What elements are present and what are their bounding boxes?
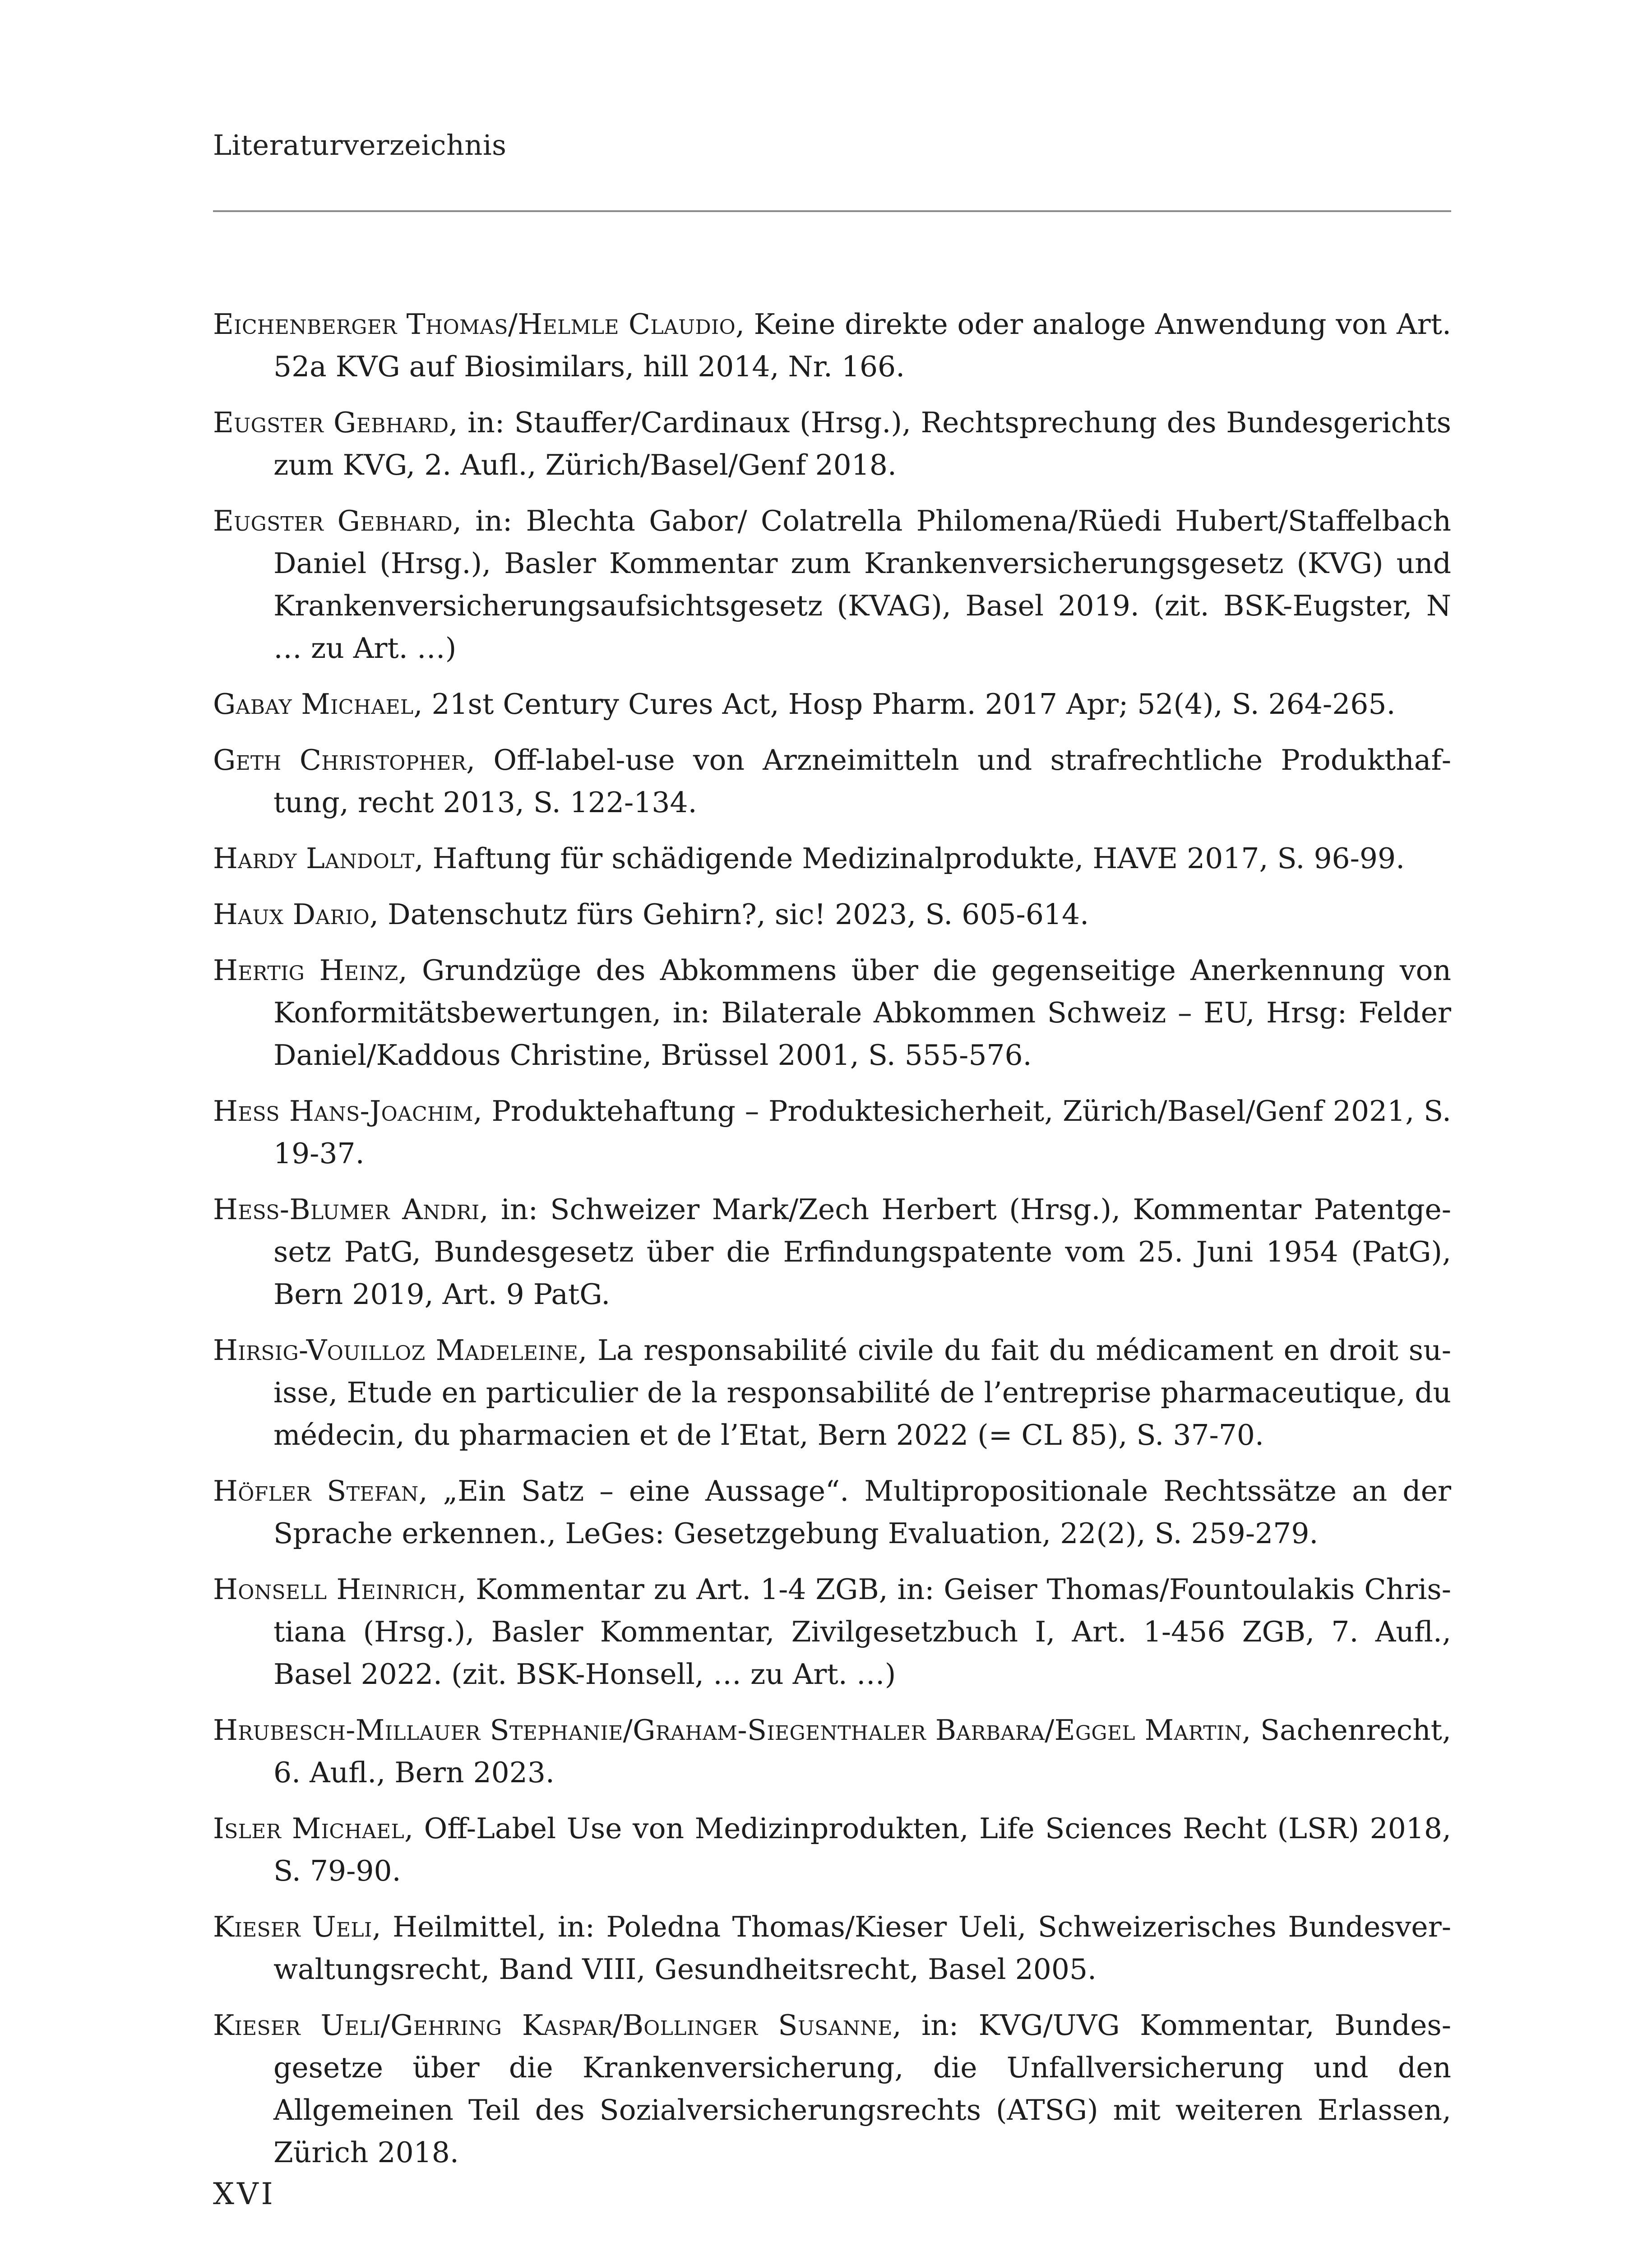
bibliography-entry — [213, 1329, 1451, 1456]
entry-author: Höfler Stefan — [213, 1475, 419, 1507]
page-number: XVI — [213, 2177, 276, 2211]
header-divider — [213, 210, 1451, 212]
entry-text: , Off-label-use von Arzneimitteln und strafrechtliche Produkthaftung, recht 2013, S. 122-134. — [273, 744, 1451, 819]
bibliography-entry — [213, 739, 1451, 824]
entry-text: , Grundzüge des Abkommens über die gegenseitige Anerkennung von Konformitätsbewertungen, in: Bilaterale Abkommen Schweiz – EU, Hrsg: Felder Daniel/Kaddous Christine, Brüssel 2001, S. 555-576. — [273, 954, 1451, 1072]
bibliography-entry — [213, 1470, 1451, 1555]
bibliography-list — [213, 303, 1451, 2187]
entry-text: , La responsabilité civile du fait du médicament en droit suisse, Etude en particulier de la responsabilité de l’entreprise pharmaceutique, du médecin, du pharmacien et de l’Etat, Bern 2022 (= CL 85), S. 37-70. — [273, 1334, 1451, 1452]
bibliography-entry — [213, 837, 1451, 880]
entry-author: Geth Christopher — [213, 744, 467, 777]
entry-author: Haux Dario — [213, 898, 370, 931]
entry-author: Hertig Heinz — [213, 954, 398, 987]
bibliography-entry — [213, 500, 1451, 670]
running-header: Literaturverzeichnis — [213, 129, 507, 162]
entry-text: , „Ein Satz – eine Aussage“. Multipropositionale Rechtssätze an der Sprache erkennen., LeGes: Gesetzgebung Evaluation, 22(2), S. 259-279. — [273, 1475, 1451, 1550]
bibliography-entry — [213, 1709, 1451, 1794]
bibliography-entry — [213, 2004, 1451, 2174]
bibliography-entry — [213, 1188, 1451, 1316]
entry-text: , in: Stauffer/Cardinaux (Hrsg.), Rechtsprechung des Bundesgerichts zum KVG, 2. Aufl., Zürich/Basel/Genf 2018. — [273, 406, 1451, 481]
entry-author: Hess-Blumer Andri — [213, 1193, 480, 1226]
entry-author: Eugster Gebhard — [213, 504, 453, 537]
entry-author: Honsell Heinrich — [213, 1573, 458, 1606]
entry-text: , Kommentar zu Art. 1-4 ZGB, in: Geiser Thomas/Fountoulakis Christiana (Hrsg.), Basler Kommentar, Zivilgesetzbuch I, Art. 1-456 ZGB, 7. Aufl., Basel 2022. (zit. BSK-Honsell, … zu Art. …) — [273, 1573, 1451, 1691]
entry-author: Hardy Landolt — [213, 842, 415, 875]
bibliography-entry — [213, 1808, 1451, 1892]
entry-text: , Sachenrecht, 6. Aufl., Bern 2023. — [273, 1714, 1451, 1789]
entry-text: , 21st Century Cures Act, Hosp Pharm. 2017 Apr; 52(4), S. 264-265. — [413, 688, 1396, 721]
bibliography-entry — [213, 1906, 1451, 1991]
entry-text: , in: Schweizer Mark/Zech Herbert (Hrsg.), Kommentar Patentgesetz PatG, Bundesgesetz über die Erfindungspatente vom 25. Juni 1954 (PatG), Bern 2019, Art. 9 PatG. — [273, 1193, 1451, 1311]
entry-author: Eugster Gebhard — [213, 406, 449, 439]
entry-text: , Keine direkte oder analoge Anwendung von Art. 52a KVG auf Biosimilars, hill 2014, Nr. 166. — [273, 308, 1451, 383]
entry-text: , Produktehaftung – Produktesicherheit, Zürich/Basel/Genf 2021, S. 19-37. — [273, 1095, 1451, 1170]
bibliography-entry — [213, 1090, 1451, 1175]
entry-author: Hirsig-Vouilloz Madeleine — [213, 1334, 578, 1367]
bibliography-entry — [213, 893, 1451, 936]
entry-author: Isler Michael — [213, 1812, 404, 1845]
entry-author: Hess Hans-Joachim — [213, 1095, 473, 1128]
bibliography-entry — [213, 683, 1451, 726]
entry-text: , in: Blechta Gabor/ Colatrella Philomena/Rüedi Hubert/Staffelbach Daniel (Hrsg.), Basler Kommentar zum Krankenversicherungsgesetz (KVG) und Krankenversicherungsaufsichtsgesetz (KVAG), Basel 2019. (zit. BSK-Eugster, N … zu Art. …) — [273, 504, 1451, 665]
entry-author: Kieser Ueli/Gehring Kaspar/Bollinger Susanne — [213, 2009, 893, 2042]
bibliography-entry — [213, 303, 1451, 388]
entry-text: , Heilmittel, in: Poledna Thomas/Kieser Ueli, Schweizerisches Bundesverwaltungsrecht, Band VIII, Gesundheitsrecht, Basel 2005. — [273, 1910, 1451, 1986]
bibliography-entry — [213, 949, 1451, 1077]
entry-author: Eichenberger Thomas/Helmle Claudio — [213, 308, 736, 341]
bibliography-entry — [213, 1568, 1451, 1696]
entry-author: Hrubesch-Millauer Stephanie/Graham-Siegenthaler Barbara/Eggel Martin — [213, 1714, 1242, 1747]
entry-text: , in: KVG/UVG Kommentar, Bundesgesetze über die Krankenversicherung, die Unfallversicherung und den Allgemeinen Teil des Sozialversicherungsrechts (ATSG) mit weiteren Erlassen, Zürich 2018. — [273, 2009, 1451, 2169]
bibliography-entry — [213, 402, 1451, 486]
entry-text: , Off-Label Use von Medizinprodukten, Life Sciences Recht (LSR) 2018, S. 79-90. — [273, 1812, 1451, 1887]
entry-text: , Haftung für schädigende Medizinalprodukte, HAVE 2017, S. 96-99. — [414, 842, 1405, 875]
entry-text: , Datenschutz fürs Gehirn?, sic! 2023, S. 605-614. — [370, 898, 1089, 931]
entry-author: Kieser Ueli — [213, 1910, 372, 1943]
entry-author: Gabay Michael — [213, 688, 414, 721]
